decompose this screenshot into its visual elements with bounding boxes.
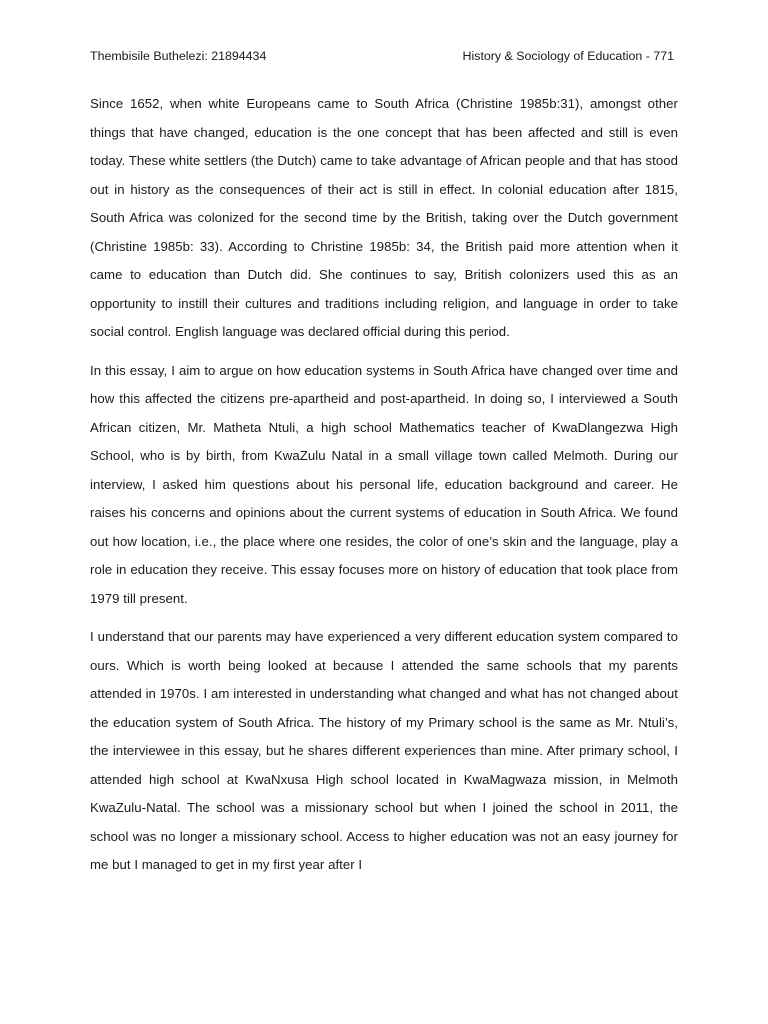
course-title: History & Sociology of Education - 771 bbox=[462, 49, 674, 63]
paragraph-3: I understand that our parents may have experienced a very different education system compared to ours. Which is worth being looked at because I attended the same schools that my parents attended in 1970s. I am interested in understanding what changed and what has not changed about the education system of South Africa. The history of my Primary school is the same as Mr. Ntuli’s, the interviewee in this essay, but he shares different experiences than mine. After primary school, I attended high school at KwaNxusa High school located in KwaMagwaza mission, in Melmoth KwaZulu-Natal. The school was a missionary school but when I joined the school in 2011, the school was no longer a missionary school. Access to higher education was not an easy journey for me but I managed to get in my first year after I bbox=[90, 629, 678, 872]
essay-body bbox=[90, 90, 678, 890]
author-student-number: Thembisile Buthelezi: 21894434 bbox=[90, 49, 267, 63]
paragraph-2: In this essay, I aim to argue on how education systems in South Africa have changed over time and how this affected the citizens pre-apartheid and post-apartheid. In doing so, I interviewed a South African citizen, Mr. Matheta Ntuli, a high school Mathematics teacher of KwaDlangezwa High School, who is by birth, from KwaZulu Natal in a small village town called Melmoth. During our interview, I asked him questions about his personal life, education background and career. He raises his concerns and opinions about the current systems of education in South Africa. We found out how location, i.e., the place where one resides, the color of one’s skin and the language, play a role in education they receive. This essay focuses more on history of education that took place from 1979 till present. bbox=[90, 362, 678, 606]
page-header bbox=[90, 46, 674, 66]
paragraph-1: Since 1652, when white Europeans came to South Africa (Christine 1985b:31), amongst other things that have changed, education is the one concept that has been affected and still is even today. These white settlers (the Dutch) came to take advantage of African people and that has stood out in history as the consequences of their act is still in effect. In colonial education after 1815, South Africa was colonized for the second time by the British, taking over the Dutch government (Christine 1985b: 33). According to Christine 1985b: 34, the British paid more attention when it came to education than Dutch did. She continues to say, British colonizers used this as an opportunity to instill their cultures and traditions including religion, and language in order to take social control. English language was declared official during this period. bbox=[90, 96, 678, 339]
